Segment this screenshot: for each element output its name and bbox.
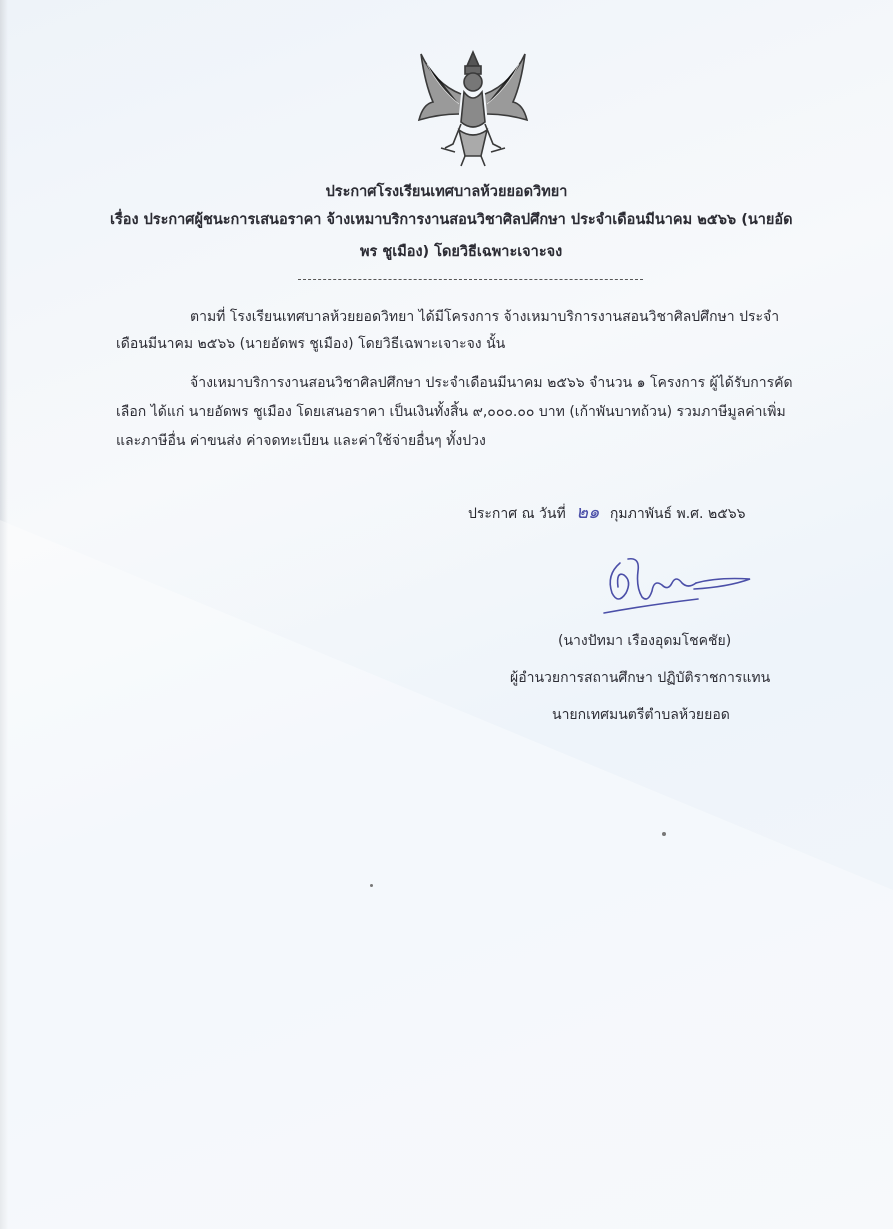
body-para1-line1: ตามที่ โรงเรียนเทศบาลห้วยยอดวิทยา ได้มีโครงการ จ้างเหมาบริการงานสอนวิชาศิลปศึกษา ประจำ — [190, 309, 780, 325]
date-day-handwritten: ๒๑ — [576, 502, 600, 523]
garuda-emblem-icon — [415, 44, 531, 168]
announcement-subject-line1: เรื่อง ประกาศผู้ชนะการเสนอราคา จ้างเหมาบริการงานสอนวิชาศิลปศึกษา ประจำเดือนมีนาคม ๒๕๖๖ (นายอัด — [110, 212, 793, 228]
handwritten-signature — [598, 553, 758, 623]
scan-speck — [662, 832, 666, 836]
body-para2-line1: จ้างเหมาบริการงานสอนวิชาศิลปศึกษา ประจำเดือนมีนาคม ๒๕๖๖ จำนวน ๑ โครงการ ผู้ได้รับการคัด — [190, 375, 793, 391]
announcement-date — [468, 497, 746, 526]
divider-line — [298, 279, 643, 280]
body-para1-line2: เดือนมีนาคม ๒๕๖๖ (นายอัดพร ชูเมือง) โดยวิธีเฉพาะเจาะจง นั้น — [116, 336, 506, 352]
announcement-title: ประกาศโรงเรียนเทศบาลห้วยยอดวิทยา — [325, 184, 568, 200]
scan-edge-shadow — [0, 0, 8, 1229]
date-suffix: กุมภาพันธ์ พ.ศ. ๒๕๖๖ — [609, 506, 746, 522]
body-para2-line3: และภาษีอื่น ค่าขนส่ง ค่าจดทะเบียน และค่าใช้จ่ายอื่นๆ ทั้งปวง — [116, 433, 486, 449]
scan-speck — [370, 884, 373, 887]
signatory-name: (นางปัทมา เรืองอุดมโชคชัย) — [558, 633, 732, 649]
body-para2-line2: เลือก ได้แก่ นายอัดพร ชูเมือง โดยเสนอราคา เป็นเงินทั้งสิ้น ๙,๐๐๐.๐๐ บาท (เก้าพันบาทถ้วน) รวมภาษีมูลค่าเพิ่ม — [116, 404, 786, 420]
signatory-role-line2: นายกเทศมนตรีตำบลห้วยยอด — [552, 707, 730, 723]
signatory-role-line1: ผู้อำนวยการสถานศึกษา ปฏิบัติราชการแทน — [510, 670, 771, 686]
announcement-subject-line2: พร ชูเมือง) โดยวิธีเฉพาะเจาะจง — [360, 244, 563, 260]
date-prefix: ประกาศ ณ วันที่ — [468, 506, 566, 522]
